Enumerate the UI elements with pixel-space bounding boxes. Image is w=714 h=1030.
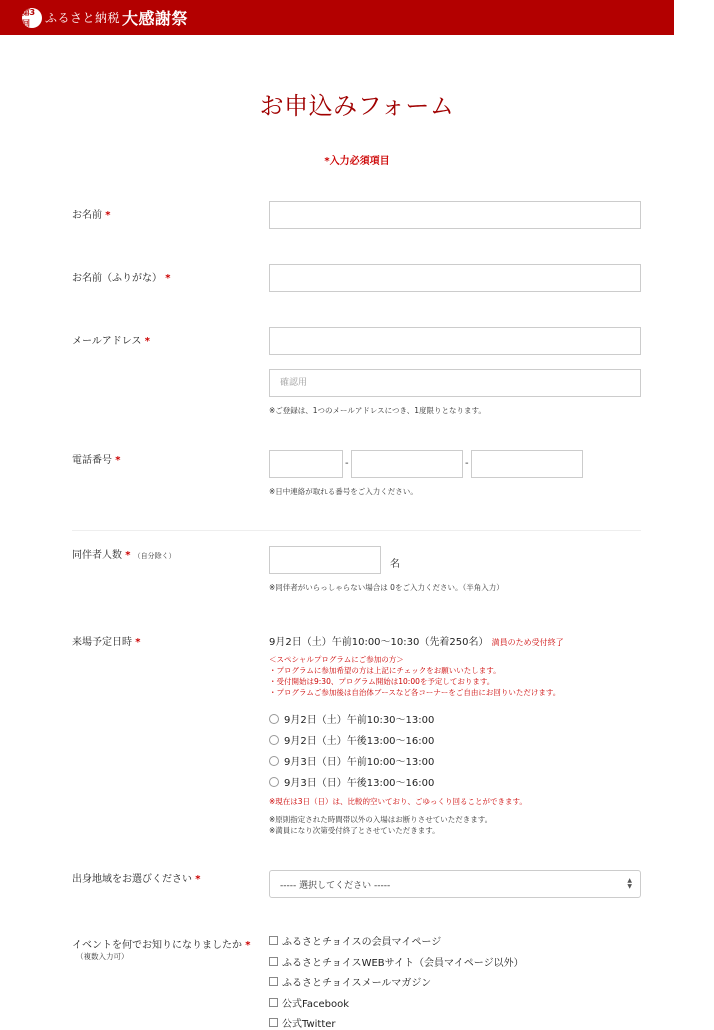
phone-separator: - — [465, 458, 469, 469]
visit-option-label: 9月2日（土）午後13:00〜16:00 — [284, 736, 435, 747]
visit-label — [72, 633, 140, 648]
radio-button[interactable] — [269, 735, 279, 745]
region-select[interactable] — [269, 870, 641, 898]
source-option-2[interactable] — [269, 954, 524, 969]
name-input[interactable] — [269, 201, 641, 229]
special-note: ・プログラムに参加希望の方は上記にチェックをお願いいたします。 — [269, 666, 501, 675]
required-mark: * — [135, 637, 141, 648]
phone-label-text: 電話番号 — [72, 455, 112, 466]
phone-separator: - — [345, 458, 349, 469]
companions-label-text: 同伴者人数 — [72, 550, 122, 561]
visit-note-2: ※満員になり次第受付終了とさせていただきます。 — [269, 826, 440, 835]
required-mark: * — [115, 455, 121, 466]
source-label — [72, 936, 250, 951]
phone-label — [72, 451, 120, 466]
site-header — [0, 0, 674, 35]
companions-unit: 名 — [390, 559, 400, 570]
logo-text-big: 大感謝祭 — [122, 9, 189, 28]
furigana-label-text: お名前（ふりがな） — [72, 273, 162, 284]
source-option-label: ふるさとチョイスWEBサイト（会員マイページ以外） — [282, 958, 524, 969]
companions-input[interactable] — [269, 546, 381, 574]
checkbox[interactable] — [269, 1018, 278, 1027]
required-mark: * — [245, 940, 251, 951]
checkbox[interactable] — [269, 957, 278, 966]
source-option-1[interactable] — [269, 933, 441, 948]
visit-option-3[interactable] — [269, 753, 434, 768]
checkbox[interactable] — [269, 936, 278, 945]
region-label — [72, 870, 200, 885]
companions-sublabel: （自分除く） — [133, 552, 176, 560]
visit-option-1[interactable] — [269, 711, 434, 726]
required-note: *入力必須項目 — [324, 156, 390, 167]
logo-text-small: ふるさと納税 — [45, 11, 121, 25]
required-mark: * — [195, 874, 201, 885]
main-slot-line — [269, 633, 564, 648]
section-divider — [72, 530, 641, 531]
name-label-text: お名前 — [72, 210, 102, 221]
source-option-label: ふるさとチョイスメールマガジン — [282, 978, 432, 989]
radio-button[interactable] — [269, 714, 279, 724]
email-confirm-input[interactable] — [269, 369, 641, 397]
radio-button[interactable] — [269, 777, 279, 787]
source-option-3[interactable] — [269, 974, 431, 989]
email-input[interactable] — [269, 327, 641, 355]
special-note: ・プログラムご参加後は自治体ブースなど各コーナーをご自由にお回りいただけます。 — [269, 688, 561, 697]
name-label — [72, 206, 110, 221]
visit-option-label: 9月3日（日）午後13:00〜16:00 — [284, 778, 435, 789]
special-program-notes — [269, 654, 560, 698]
availability-note: ※現在は3日（日）は、比較的空いており、ごゆっくり回ることができます。 — [269, 797, 527, 806]
furigana-label — [72, 269, 170, 284]
visit-option-4[interactable] — [269, 774, 434, 789]
email-label-text: メールアドレス — [72, 336, 142, 347]
source-label-text: イベントを何でお知りになりましたか — [72, 940, 242, 951]
required-mark: * — [144, 336, 150, 347]
email-note: ※ご登録は、1つのメールアドレスにつき、1度限りとなります。 — [269, 406, 486, 415]
page-title: お申込みフォーム — [259, 92, 455, 120]
source-option-4[interactable] — [269, 995, 349, 1010]
special-note: ・受付開始は9:30、プログラム開始は10:00を予定しております。 — [269, 677, 495, 686]
visit-option-label: 9月3日（日）午前10:00〜13:00 — [284, 757, 435, 768]
logo-badge: 第3回 — [22, 8, 42, 28]
checkbox[interactable] — [269, 998, 278, 1007]
radio-button[interactable] — [269, 756, 279, 766]
visit-option-label: 9月2日（土）午前10:30〜13:00 — [284, 715, 435, 726]
phone-input-2[interactable] — [351, 450, 463, 478]
source-option-label: ふるさとチョイスの会員マイページ — [282, 937, 442, 948]
furigana-input[interactable] — [269, 264, 641, 292]
phone-input-1[interactable] — [269, 450, 343, 478]
special-note: ＜スペシャルプログラムにご参加の方＞ — [269, 655, 404, 664]
companions-label — [72, 546, 176, 561]
source-option-5[interactable] — [269, 1015, 336, 1030]
email-label — [72, 332, 150, 347]
phone-input-3[interactable] — [471, 450, 583, 478]
region-select-value: ----- 選択してください ----- — [280, 880, 391, 891]
region-label-text: 出身地域をお選びください — [72, 874, 192, 885]
main-slot-status: 満員のため受付終了 — [491, 638, 564, 647]
companions-note: ※同伴者がいらっしゃらない場合は 0をご入力ください。（半角入力） — [269, 583, 504, 592]
select-arrows-icon: ▲ ▼ — [627, 877, 632, 890]
source-option-label: 公式Facebook — [282, 999, 349, 1010]
phone-note: ※日中連絡が取れる番号をご入力ください。 — [269, 487, 418, 496]
checkbox[interactable] — [269, 977, 278, 986]
main-slot-text: 9月2日（土）午前10:00〜10:30（先着250名） — [269, 637, 489, 648]
visit-note-1: ※原則指定された時間帯以外の入場はお断りさせていただきます。 — [269, 815, 493, 824]
required-mark: * — [165, 273, 171, 284]
visit-option-2[interactable] — [269, 732, 434, 747]
source-sublabel: （複数入力可） — [76, 952, 129, 961]
required-mark: * — [125, 550, 131, 561]
visit-label-text: 来場予定日時 — [72, 637, 132, 648]
required-mark: * — [105, 210, 111, 221]
source-option-label: 公式Twitter — [282, 1019, 336, 1030]
